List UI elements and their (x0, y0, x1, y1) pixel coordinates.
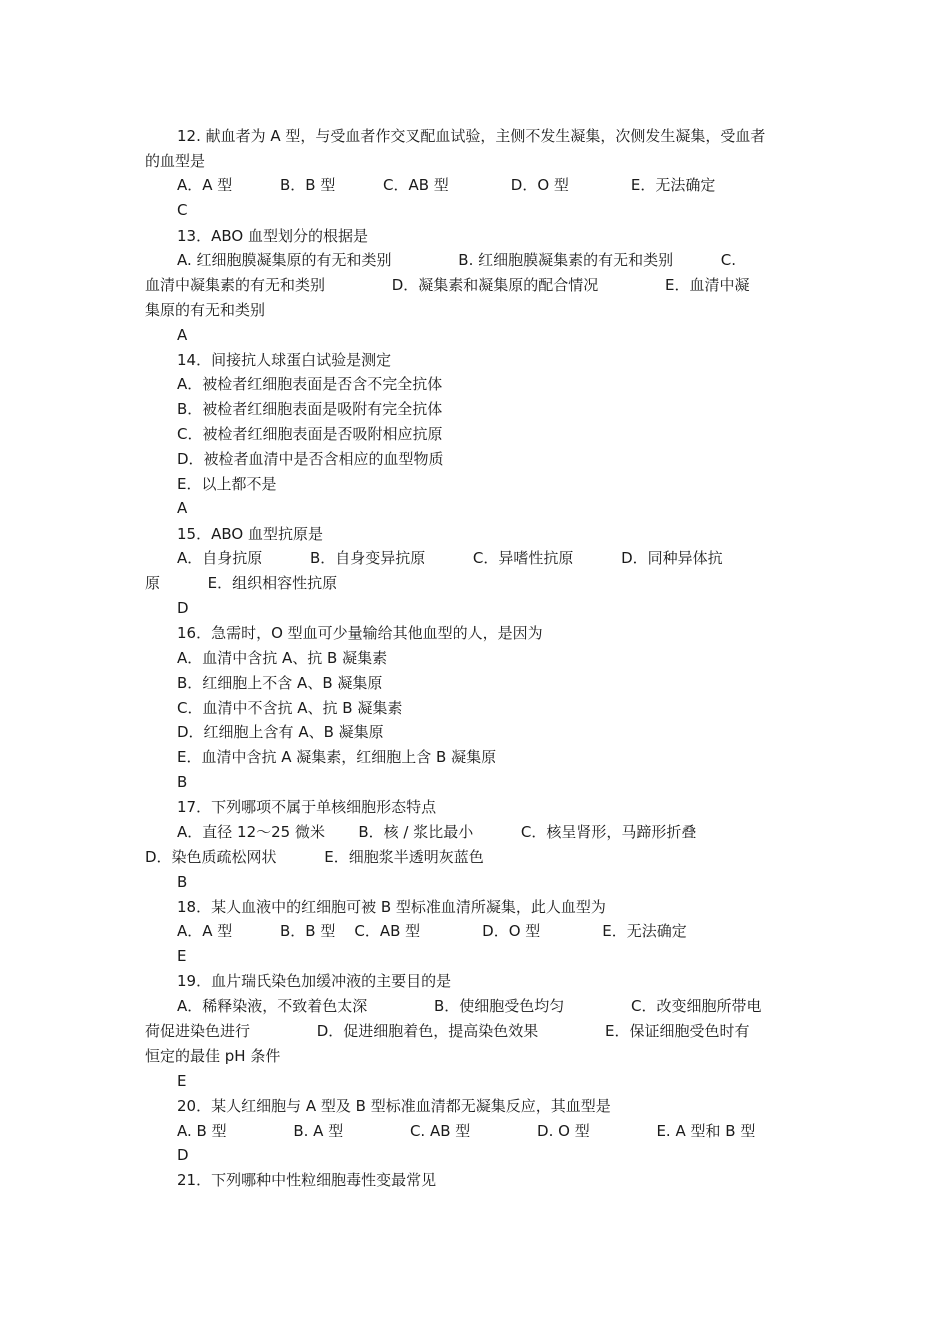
question-19-answer: E (177, 1072, 187, 1090)
question-14-option-a: A．被检者红细胞表面是否含不完全抗体 (177, 375, 443, 393)
question-13-options-continued: 血清中凝集素的有无和类别 D．凝集素和凝集原的配合情况 E．血清中凝 (145, 276, 750, 294)
question-20-stem: 20．某人红细胞与 A 型及 B 型标准血清都无凝集反应，其血型是 (177, 1097, 611, 1115)
question-19-options-continued: 荷促进染色进行 D．促进细胞着色，提高染色效果 E．保证细胞受色时有 (145, 1022, 750, 1040)
question-16-option-d: D．红细胞上含有 A、B 凝集原 (177, 723, 384, 741)
question-17-answer: B (177, 873, 188, 891)
question-14-option-e: E．以上都不是 (177, 475, 277, 493)
question-12-stem-continued: 的血型是 (145, 152, 206, 170)
question-16-option-b: B．红细胞上不含 A、B 凝集原 (177, 674, 383, 692)
question-15-options: A．自身抗原 B．自身变异抗原 C．异嗜性抗原 D．同种异体抗 (177, 549, 723, 567)
question-18-answer: E (177, 947, 187, 965)
question-16-stem: 16．急需时，O 型血可少量输给其他血型的人，是因为 (177, 624, 543, 642)
question-20-answer: D (177, 1146, 189, 1164)
question-14-option-b: B．被检者红细胞表面是吸附有完全抗体 (177, 400, 443, 418)
question-17-options-continued: D．染色质疏松网状 E．细胞浆半透明灰蓝色 (145, 848, 484, 866)
question-16-answer: B (177, 773, 188, 791)
question-14-stem: 14．间接抗人球蛋白试验是测定 (177, 351, 392, 369)
question-17-options: A．直径 12～25 微米 B．核 / 浆比最小 C．核呈肾形，马蹄形折叠 (177, 823, 697, 841)
question-21-stem: 21．下列哪种中性粒细胞毒性变最常见 (177, 1171, 437, 1189)
question-18-stem: 18．某人血液中的红细胞可被 B 型标准血清所凝集，此人血型为 (177, 898, 606, 916)
question-14-answer: A (177, 499, 188, 517)
question-16-option-a: A．血清中含抗 A、抗 B 凝集素 (177, 649, 388, 667)
question-16-option-c: C．血清中不含抗 A、抗 B 凝集素 (177, 699, 403, 717)
question-19-options: A．稀释染液，不致着色太深 B．使细胞受色均匀 C．改变细胞所带电 (177, 997, 762, 1015)
question-20-options: A. B 型 B. A 型 C. AB 型 D. O 型 E. A 型和 B 型 (177, 1122, 756, 1140)
question-12-options: A．A 型 B．B 型 C．AB 型 D．O 型 E．无法确定 (177, 176, 716, 194)
question-13-options: A. 红细胞膜凝集原的有无和类别 B. 红细胞膜凝集素的有无和类别 C. (177, 251, 737, 269)
question-15-stem: 15．ABO 血型抗原是 (177, 525, 323, 543)
question-19-options-continued: 恒定的最佳 pH 条件 (145, 1047, 281, 1065)
question-18-options: A．A 型 B．B 型 C．AB 型 D．O 型 E．无法确定 (177, 922, 687, 940)
question-19-stem: 19．血片瑞氏染色加缓冲液的主要目的是 (177, 972, 452, 990)
question-12-answer: C (177, 201, 188, 219)
question-16-option-e: E．血清中含抗 A 凝集素，红细胞上含 B 凝集原 (177, 748, 497, 766)
question-17-stem: 17．下列哪项不属于单核细胞形态特点 (177, 798, 437, 816)
question-13-stem: 13．ABO 血型划分的根据是 (177, 227, 368, 245)
question-15-options-continued: 原 E．组织相容性抗原 (145, 574, 338, 592)
question-15-answer: D (177, 599, 189, 617)
question-13-options-continued: 集原的有无和类别 (145, 301, 266, 319)
question-14-option-c: C．被检者红细胞表面是否吸附相应抗原 (177, 425, 443, 443)
question-13-answer: A (177, 326, 188, 344)
question-14-option-d: D．被检者血清中是否含相应的血型物质 (177, 450, 444, 468)
question-12-stem: 12. 献血者为 A 型，与受血者作交叉配血试验，主侧不发生凝集，次侧发生凝集，受血者 (177, 127, 766, 145)
